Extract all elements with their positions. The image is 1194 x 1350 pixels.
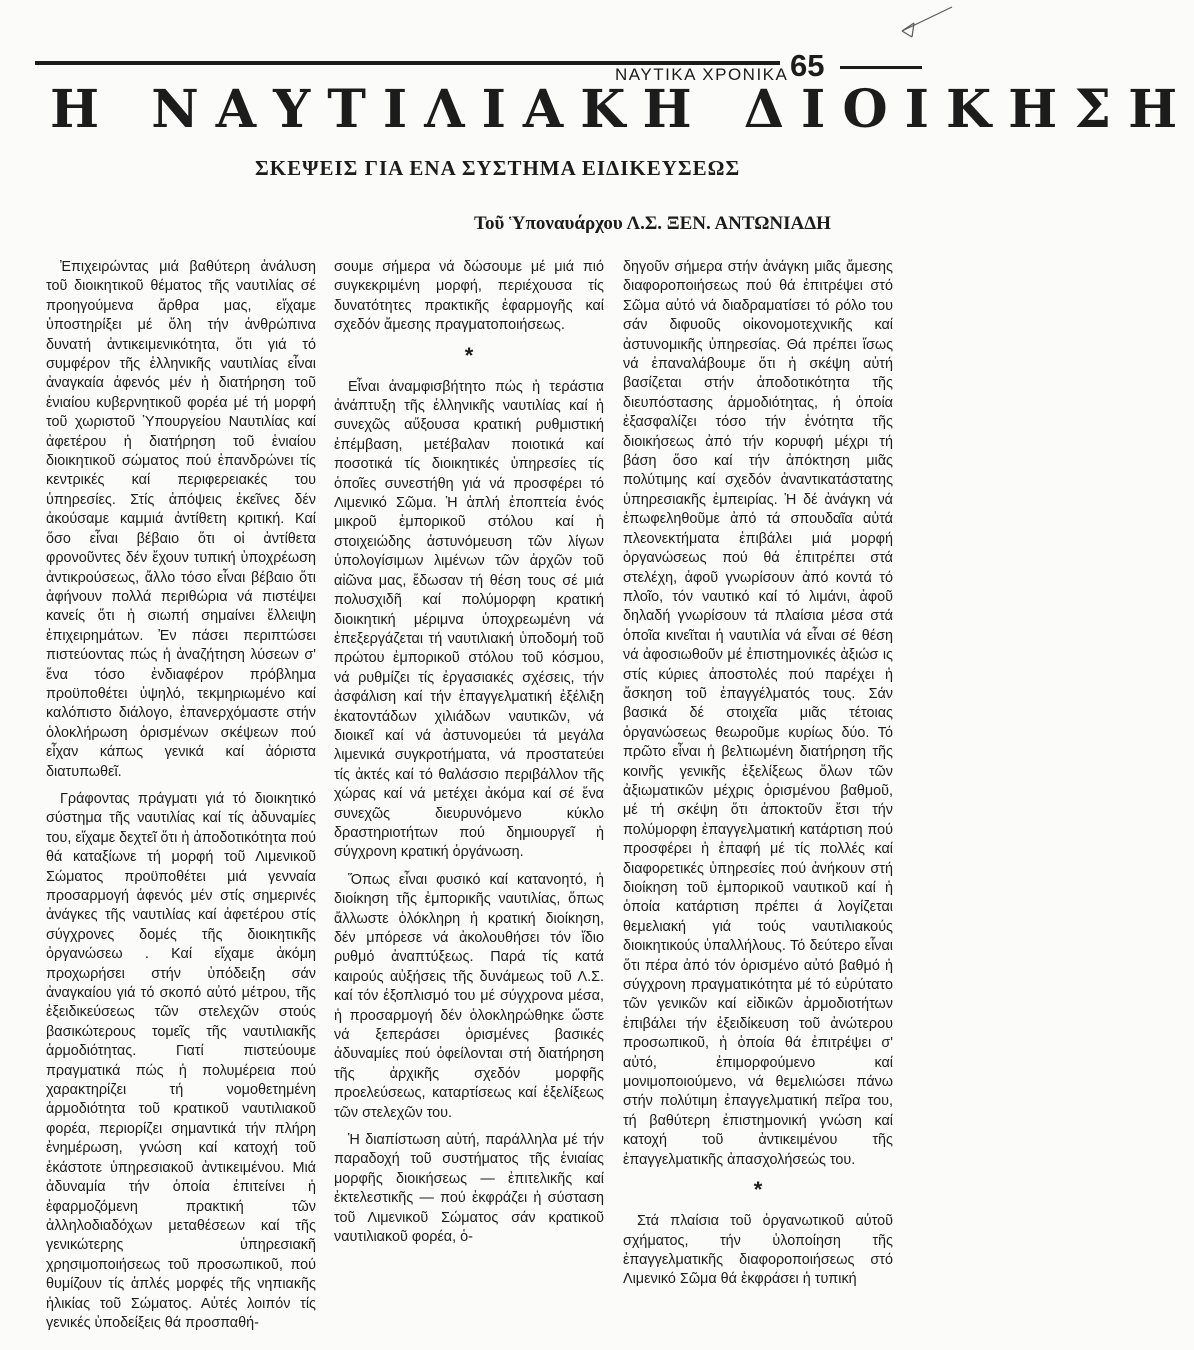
paragraph: Ἡ διαπίστωση αὐτή, παράλληλα μέ τήν παραδοχή τοῦ συστήματος τῆς ἑνιαίας μορφῆς διοικήσεως — ἐπιτελικῆς καί ἐκτελεστικῆς — πού ἐκφράζει ἡ σύσταση τοῦ Λιμενικοῦ Σώματος σάν κρατικοῦ ναυτιλιακοῦ φορέα, ὁ- <box>334 1132 604 1246</box>
paragraph: Γράφοντας πράγματι γιά τό διοικητικό σύστημα τῆς ναυτιλίας καί τίς ἀδυναμίες του, εἴχαμε δεχτεῖ ὅτι ἡ ἀποδοτικότητα πού θά καταξίωνε τή μορφή τοῦ Λιμενικοῦ Σώματος προϋποθέτει μιά γενναία προσαρμογή ἀφενός μέν στίς σημερινές ἀνάγκες τῆς ναυτιλίας καί ἀφετέρου στίς σύγχρονες δομές τῆς διοικητικῆς ὀργανώσεω . Καί εἴχαμε ἀκόμη προχωρήσει στήν ὑπόδειξη σάν ἀναγκαίου γιά τό σκοπό αὐτό μέτρου, τῆς ἐξειδικεύσεως τῶν στελεχῶν στούς βασικώτερους τομεῖς τῆς ναυτιλιακῆς ἁρμοδιότητας. Γιατί πιστεύουμε πραγματικά πώς ἡ πολυμέρεια πού χαρακτηρίζει τή νομοθετημένη ἁρμοδιότητα τοῦ κρατικοῦ ναυτιλιακοῦ φορέα, περιορίζει σημαντικά τήν πλήρη ἐνημέρωση, γνώση καί κατοχή τοῦ ἑκάστοτε ὑπηρεσιακοῦ ἀντικειμένου. Μιά ἀδυναμία τήν ὁποία ἐπιτείνει ἡ ἐφαρμοζόμενη πρακτική τῶν ἀλληλοδιαδόχων μεταθέσεων καί τῆς γενικώτερης ὑπηρεσιακῆ χρησιμοποιήσεως τοῦ προσωπικοῦ, πού θυμίζουν τίς ἁπλές μορφές τῆς νηπιακῆς ἡλικίας τοῦ Σώματος. Αὐτές λοιπόν τίς γενικές ὑποδείξεις θά προσπαθή- <box>46 790 316 1331</box>
text-column-1 <box>46 258 316 1341</box>
handwritten-arrow-icon <box>898 5 956 43</box>
article-byline: Τοῦ Ὑποναυάρχου Λ.Σ. ΞΕΝ. ΑΝΤΩΝΙΑΔΗ <box>474 213 831 234</box>
paragraph: σουμε σήμερα νά δώσουμε μέ μιά πιό συγκεκριμένη μορφή, περιέχουσα τίς δυνατότητες πρακτικῆς ἐφαρμογῆς καί σχεδόν ἄμεσης πραγματοποιήσεως. <box>334 259 604 334</box>
section-separator: * <box>753 1177 763 1203</box>
header-rule-right <box>840 66 922 69</box>
paragraph: Ἐπιχειρώντας μιά βαθύτερη ἀνάλυση τοῦ διοικητικοῦ θέματος τῆς ναυτιλίας σέ προηγούμενα ἄρθρα μας, εἴχαμε ὑποστηρίξει μέ ὅλη τήν ἀνθρώπινα δυνατή ἀντικειμενικότητα, ὅτι γιά τό συμφέρον τῆς ἑλληνικῆς ναυτιλίας εἶναι ἀναγκαία ἀφενός μέν ἡ διατήρηση τοῦ ἑνιαίου κυβερνητικοῦ φορέα μέ τή μορφή τοῦ χωριστοῦ Ὑπουργείου Ναυτιλίας καί ἀφετέρου ἡ διατήρηση τοῦ ἑνιαίου διοικητικοῦ σώματος πού ἐπανδρώνει τίς κεντρικές καί περιφερειακές του ὑπηρεσίες. Στίς ἀπόψεις ἐκεῖνες δέν ἀκούσαμε καμμιά ἀντίθετη κριτική. Καί ὅσο εἶναι βέβαιο ὅτι οἱ ἀντίθετα φρονοῦντες δέν ἔχουν τυπική ὑποχρέωση ἀντικρούσεως, ἄλλο τόσο εἶναι βέβαιο ὅτι ἀφήνουν πολλά περιθώρια νά πιστέψει κανείς ὅτι ἡ σιωπή σημαίνει ἔλλειψη ἐπιχειρημάτων. Ἐν πάσει περιπτώσει πιστεύοντας πώς ἡ ἀναζήτηση λύσεων σ' ἕνα τόσο ἐνδιαφέρον πρόβλημα προϋποθέτει ὑψηλό, τεκμηριωμένο καί καλόπιστο διάλογο, ἐπανερχόμαστε στήν ὁλοκλήρωση ὁρισμένων σκέψεων πού εἶχαν κάπως γενικά καί ἀόριστα διατυπωθεῖ. <box>46 259 316 780</box>
paragraph: δηγοῦν σήμερα στήν ἀνάγκη μιᾶς ἄμεσης διαφοροποιήσεως πού θά ἐπιτρέψει στό Σῶμα αὐτό νά διαδραματίσει τό ρόλο του σάν διφυοῦς οἰκονομοτεχνικῆς καί ἀστυνομικῆς ὑπηρεσίας. Θά πρέπει ἴσως νά ἐπαναλάβουμε ὅτι ἡ σκέψη αὐτή βασίζεται στήν ἀποδοτικότητα τῆς διευπόστασης ἁρμοδιότητας, ἡ ὁποία ἐξασφαλίζει τόσο τήν ἑνότητα τῆς διοικήσεως ἀπό τήν κορυφή μέχρι τή βάση ὅσο καί τήν ἀπόκτηση μιᾶς πολύτιμης καί σχεδόν ἀναντικατάστατης ὑπηρεσιακῆς ἐμπειρίας. Ἡ δέ ἀνάγκη νά ἐπωφεληθοῦμε ἀπό τά σπουδαῖα αὐτά πλεονεκτήματα ἐπιβάλει μιά μορφή ὀργανώσεως πού θά ἐπιτρέπει στά στελέχη, ἀφοῦ γνωρίσουν ἀπό κοντά τό πλοῖο, τόν ναυτικό καί τό λιμάνι, ἀφοῦ δηλαδή γνωρίσουν τά πλαίσια μέσα στά ὁποῖα κινεῖται ἡ ναυτιλία νά εἶναι σέ θέση νά ἀφοσιωθοῦν μέ ἐπιστημονικές ἀξιώσ ις στίς κύριες ἀποστολές πού παρέχει ἡ ἄσκηση τοῦ ἐπαγγέλματός τους. Σάν βασικά δέ στοιχεῖα μιᾶς τέτοιας ὀργανώσεως θεωροῦμε κυρίως δύο. Τό πρῶτο εἶναι ἡ βελτιωμένη διατήρηση τῆς κοινῆς γενικῆς ἐξελίξεως ὅλων τῶν ἀξιωματικῶν μέχρις ὁρισμένου βαθμοῦ, μέ τή σκέψη ὅτι ἀποκτοῦν ἔτσι τήν πολύμορφη ἐπαγγελματική κατάρτιση πού προσφέρει ἡ ἐπαφή μέ τίς πολλές καί διαφορετικές ὑπηρεσίες πού ἀνήκουν στή διοίκηση τοῦ ἐμπορικοῦ ναυτικοῦ καί ἡ ὁποία κατάρτιση πρέπει ά λογίζεται θεμελιακή γιά τούς ναυτιλιακούς διοικητικούς ὑπαλλήλους. Τό δεύτερο εἶναι ὅτι πέρα ἀπό τόν ὁρισμένο αὐτό βαθμό ἡ σύγχρονη πραγματικότητα μέ τό εὐρύτατο τῶν γενικῶν καί εἰδικῶν ἁρμοδιοτήτων ἐπιβάλει τήν ἐξειδίκευση τοῦ ἀνώτερου προσωπικοῦ, ἡ ὁποία θά ἐπιτρέψει σ' αὐτό, ἐπιμορφούμενο καί μονιμοποιούμενο, νά θεμελιώσει πάνω στήν πολύτιμη ἐπαγγελματική πεῖρα του, τή βαθύτερη ἐπιστημονική γνώση καί κατοχή τοῦ ἀντικειμένου τῆς ἐπαγγελματικῆς ἀπασχολήσεώς του. <box>623 259 893 1168</box>
text-column-3 <box>623 258 893 1298</box>
paragraph: Ὅπως εἶναι φυσικό καί κατανοητό, ἡ διοίκηση τῆς ἐμπορικῆς ναυτιλίας, ὅπως ἄλλωστε ὁλόκληρη ἡ κρατική διοίκηση, δέν μπόρεσε νά ἀκολουθήσει τόν ἴδιο ρυθμό ἀναπτύξεως. Παρά τίς κατά καιρούς αὐξήσεις τῆς δυνάμεως τοῦ Λ.Σ. καί τόν ἐξοπλισμό του μέ σύγχρονα μέσα, ἡ προσαρμογή δέν ὁλοκληρώθηκε ὥστε νά ξεπεράσει ὁρισμένες βασικές ἀδυναμίες πού ὀφείλονται στή διατήρηση τῆς ἀρχικῆς σχεδόν μορφῆς προελεύσεως, καταρτίσεως καί ἐξελίξεως τῶν στελεχῶν του. <box>334 871 604 1121</box>
publication-name: ΝΑΥΤΙΚΑ ΧΡΟΝΙΚΑ <box>615 65 789 84</box>
text-column-2 <box>334 258 604 1256</box>
page-number: 65 <box>790 48 825 83</box>
article-subtitle: ΣΚΕΨΕΙΣ ΓΙΑ ΕΝΑ ΣΥΣΤΗΜΑ ΕΙΔΙΚΕΥΣΕΩΣ <box>255 156 741 180</box>
paragraph: Εἶναι ἀναμφισβήτητο πώς ἡ τεράστια ἀνάπτυξη τῆς ἑλληνικῆς ναυτιλίας καί ἡ συνεχῶς αὔξουσα κρατική ρυθμιστική ἐπέμβαση, μετέβαλαν ποιοτικά καί ποσοτικά τίς διοικητικές ὑπηρεσίες τίς ὁποῖες συνεστήθη γιά νά προσφέρει τό Λιμενικό Σῶμα. Ἡ ἁπλή ἐποπτεία ἑνός μικροῦ ἐμπορικοῦ στόλου καί ἡ στοιχειώδης ἀστυνόμευση τῶν λίγων ὑπολογίσιμων λιμένων τῶν ἀρχῶν τοῦ αἰῶνα μας, ἔδωσαν τή θέση τους σέ μιά πολυσχιδῆ καί πολύμορφη κρατική διοικητική μέριμνα ὑποχρεωμένη νά ἐπεξεργάζεται τή ναυτιλιακή ὑποδομή τοῦ πρώτου ἐμπορικοῦ στόλου τοῦ κόσμου, νά ρυθμίζει τίς ἐργασιακές σχέσεις, τήν ἀσφάλιση καί τήν ἐπαγγελματική ἐξέλιξη ἑκατοντάδων χιλιάδων ναυτικῶν, νά διοικεῖ καί νά ἀστυνομεύει τά μεγάλα λιμενικά συγκροτήματα, νά προστατεύει τίς ἀκτές καί τό θαλάσσιο περιβάλλον τῆς χώρας καί νά μετέχει ἀκόμα καί σέ ἕνα συνεχῶς διευρυνόμενο κύκλο δραστηριοτήτων πού δημιουργεῖ ἡ σύγχρονη κρατική ὀργάνωση. <box>334 378 604 861</box>
article-title: Η ΝΑΥΤΙΛΙΑΚΗ ΔΙΟΙΚΗΣΗ <box>50 79 1194 140</box>
section-separator: * <box>464 342 474 368</box>
paragraph: Στά πλαίσια τοῦ ὀργανωτικοῦ αὐτοῦ σχήματος, τήν ὑλοποίηση τῆς ἐπαγγελματικῆς διαφοροποιήσεως στό Λιμενικό Σῶμα θά ἐκφράσει ἡ τυπική <box>623 1213 893 1288</box>
